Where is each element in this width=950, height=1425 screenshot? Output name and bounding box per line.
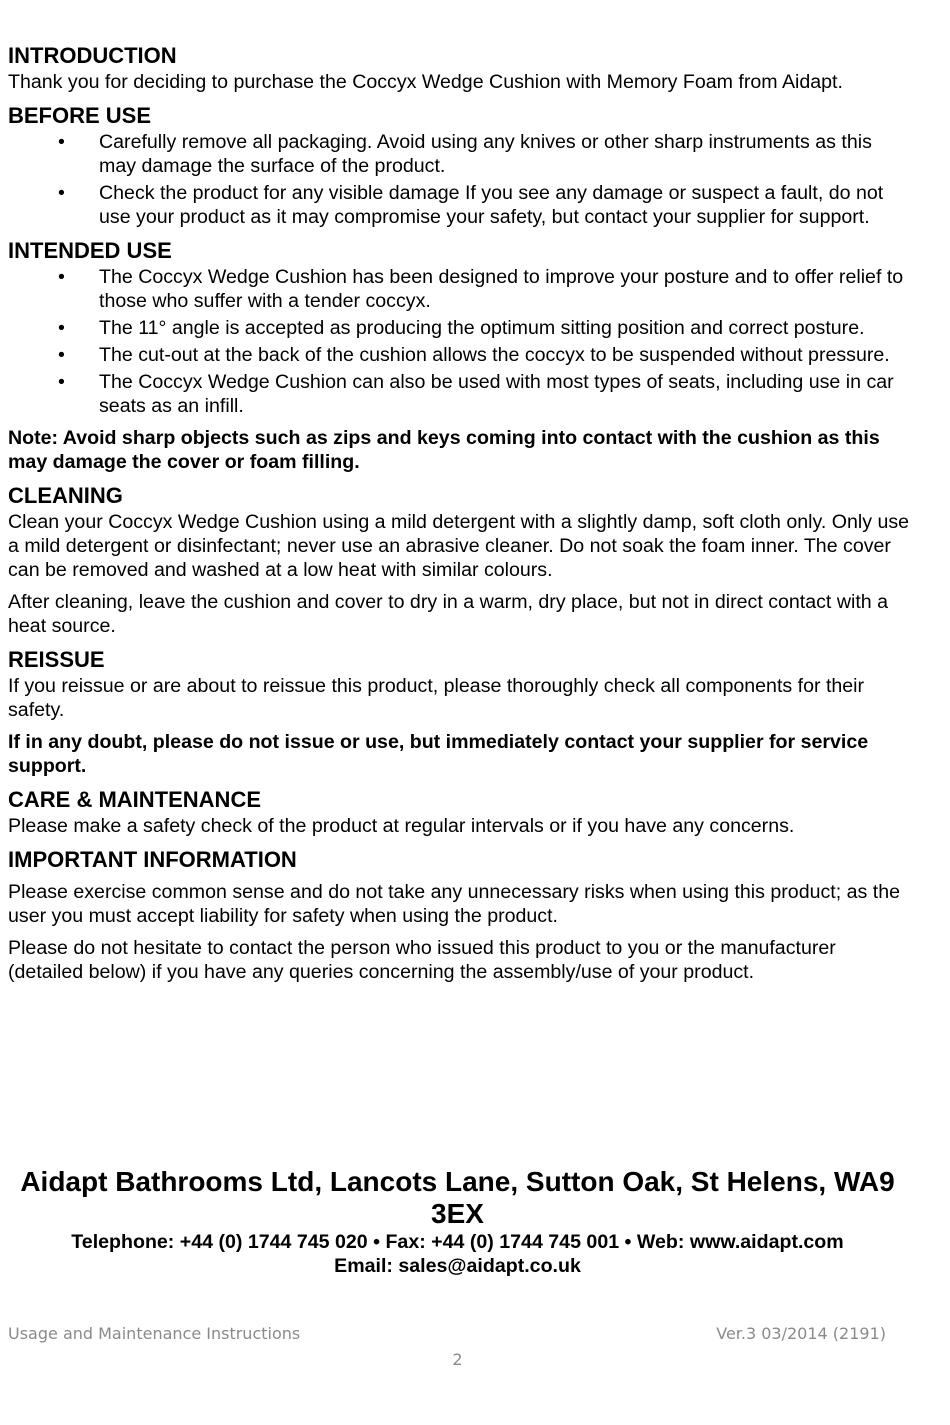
before-use-section xyxy=(8,102,913,229)
company-email-line: Email: sales@aidapt.co.uk xyxy=(334,1255,581,1277)
bullet-icon: • xyxy=(58,371,65,393)
before-use-heading: BEFORE USE xyxy=(8,103,152,128)
care-section xyxy=(8,786,913,838)
cleaning-paragraph: Clean your Coccyx Wedge Cushion using a mild detergent with a slightly damp, soft cloth only. Only use a mild detergent or disinfectant; never use an abrasive cleaner. Do not soak the foam inner. The cover can be removed and washed at a low heat with similar colours. xyxy=(8,511,910,581)
list-item xyxy=(8,316,913,340)
introduction-heading: INTRODUCTION xyxy=(8,43,177,68)
list-item-text: The 11° angle is accepted as producing the optimum sitting position and correct posture. xyxy=(99,317,865,339)
introduction-section xyxy=(8,42,913,94)
reissue-heading: REISSUE xyxy=(8,647,105,672)
intended-use-note: Note: Avoid sharp objects such as zips and keys coming into contact with the cushion as this may damage the cover or foam filling. xyxy=(8,427,880,473)
important-heading: IMPORTANT INFORMATION xyxy=(8,847,297,872)
company-contact-line: Telephone: +44 (0) 1744 745 020 • Fax: +44 (0) 1744 745 001 • Web: www.aidapt.com xyxy=(71,1231,844,1253)
reissue-warning: If in any doubt, please do not issue or use, but immediately contact your supplier for service support. xyxy=(8,731,869,777)
company-name-address: Aidapt Bathrooms Ltd, Lancots Lane, Sutton Oak, St Helens, WA9 3EX xyxy=(20,1166,895,1229)
care-text: Please make a safety check of the product at regular intervals or if you have any concerns. xyxy=(8,815,795,837)
document-body xyxy=(8,42,913,992)
care-heading: CARE & MAINTENANCE xyxy=(8,787,261,812)
cleaning-section xyxy=(8,482,913,638)
important-paragraph: Please do not hesitate to contact the person who issued this product to you or the manufacturer (detailed below) if you have any queries concerning the assembly/use of your product. xyxy=(8,937,836,983)
reissue-section xyxy=(8,646,913,778)
footer-document-title: Usage and Maintenance Instructions xyxy=(8,1324,301,1343)
list-item xyxy=(8,265,913,313)
footer-version: Ver.3 03/2014 (2191) xyxy=(716,1324,886,1343)
list-item-text: The Coccyx Wedge Cushion has been designed to improve your posture and to offer relief to those who suffer with a tender coccyx. xyxy=(99,266,904,312)
intended-use-heading: INTENDED USE xyxy=(8,238,172,263)
bullet-icon: • xyxy=(58,344,65,366)
bullet-icon: • xyxy=(58,317,65,339)
important-section xyxy=(8,846,913,984)
list-item-text: The Coccyx Wedge Cushion can also be used with most types of seats, including use in car seats as an infill. xyxy=(99,371,894,417)
cleaning-paragraph: After cleaning, leave the cushion and cover to dry in a warm, dry place, but not in direct contact with a heat source. xyxy=(8,591,889,637)
page-number: 2 xyxy=(452,1350,463,1369)
important-paragraph: Please exercise common sense and do not take any unnecessary risks when using this product; as the user you must accept liability for safety when using the product. xyxy=(8,881,901,927)
list-item xyxy=(8,343,913,367)
intended-use-list xyxy=(8,265,913,418)
list-item-text: The cut-out at the back of the cushion allows the coccyx to be suspended without pressure. xyxy=(99,344,890,366)
bullet-icon: • xyxy=(58,266,65,288)
company-details xyxy=(0,1166,915,1278)
before-use-list xyxy=(8,130,913,229)
cleaning-heading: CLEANING xyxy=(8,483,123,508)
list-item-text: Carefully remove all packaging. Avoid using any knives or other sharp instruments as this may damage the surface of the product. xyxy=(99,131,872,177)
bullet-icon: • xyxy=(58,131,65,153)
bullet-icon: • xyxy=(58,182,65,204)
list-item xyxy=(8,181,913,229)
list-item xyxy=(8,130,913,178)
list-item xyxy=(8,370,913,418)
introduction-text: Thank you for deciding to purchase the Coccyx Wedge Cushion with Memory Foam from Aidapt. xyxy=(8,71,843,93)
intended-use-section xyxy=(8,237,913,418)
reissue-text: If you reissue or are about to reissue this product, please thoroughly check all components for their safety. xyxy=(8,675,865,721)
list-item-text: Check the product for any visible damage If you see any damage or suspect a fault, do not use your product as it may compromise your safety, but contact your supplier for support. xyxy=(99,182,884,228)
